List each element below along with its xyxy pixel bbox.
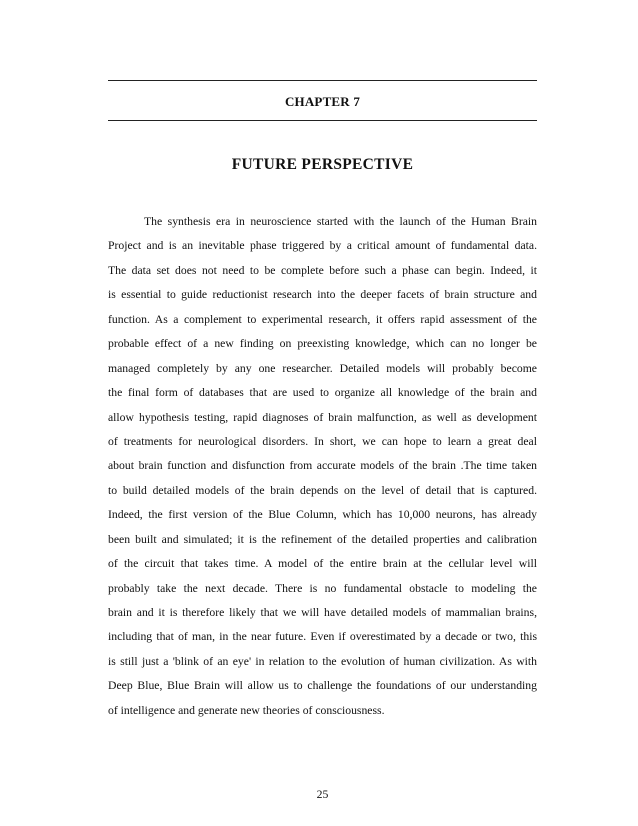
section-title: FUTURE PERSPECTIVE <box>231 156 414 173</box>
paragraph-line: been built and simulated; it is the refinement of the detailed properties and calibration <box>108 532 537 546</box>
paragraph-line: Deep Blue, Blue Brain will allow us to challenge the foundations of our understanding <box>108 679 537 693</box>
paragraph-line: of treatments for neurological disorders. In short, we can hope to learn a great deal <box>108 434 537 448</box>
bottom-rule <box>108 120 537 121</box>
chapter-heading: CHAPTER 7 <box>284 94 361 109</box>
paragraph-line: of intelligence and generate new theories of consciousness. <box>108 703 385 717</box>
paragraph-line: to build detailed models of the brain depends on the level of detail that is captured. <box>108 483 537 497</box>
paragraph-line: probable effect of a new finding on preexisting knowledge, which can no longer be <box>108 337 537 351</box>
paragraph-line: about brain function and disfunction from accurate models of the brain .The time taken <box>108 459 537 473</box>
page-number: 25 <box>316 788 329 801</box>
paragraph-line: Indeed, the first version of the Blue Column, which has 10,000 neurons, has already <box>108 508 537 522</box>
top-rule <box>108 80 537 81</box>
paragraph-line: is essential to guide reductionist research into the deeper facets of brain structure and <box>108 288 537 302</box>
paragraph-line: is still just a 'blink of an eye' in relation to the evolution of human civilization. As with <box>108 654 537 668</box>
paragraph-line: managed completely by any one researcher. Detailed models will probably become <box>108 361 537 375</box>
paragraph-line: function. As a complement to experimental research, it offers rapid assessment of the <box>108 312 537 326</box>
paragraph-line: The data set does not need to be complete before such a phase can begin. Indeed, it <box>108 263 537 277</box>
paragraph-line: brain and it is therefore likely that we will have detailed models of mammalian brains, <box>108 606 537 619</box>
paragraph-line: Project and is an inevitable phase triggered by a critical amount of fundamental data. <box>108 239 537 253</box>
paragraph-line: The synthesis era in neuroscience started with the launch of the Human Brain <box>144 215 537 228</box>
paragraph-line: allow hypothesis testing, rapid diagnoses of brain malfunction, as well as development <box>108 410 537 424</box>
paragraph-line: including that of man, in the near future. Even if overestimated by a decade or two, this <box>108 630 537 644</box>
paragraph-line: of the circuit that takes time. A model of the entire brain at the cellular level will <box>108 557 537 571</box>
body-paragraph <box>108 210 537 723</box>
paragraph-line: the final form of databases that are used to organize all knowledge of the brain and <box>108 386 537 400</box>
paragraph-line: probably take the next decade. There is no fundamental obstacle to modeling the <box>108 581 537 595</box>
